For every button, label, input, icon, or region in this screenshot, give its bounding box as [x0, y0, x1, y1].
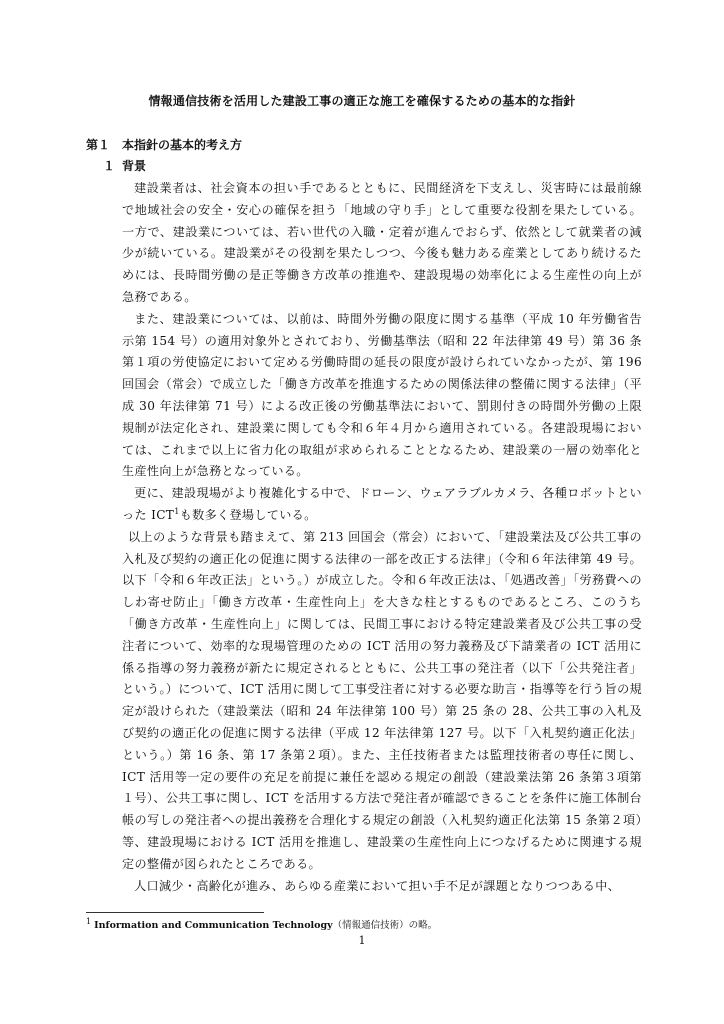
paragraph-1: 建設業者は、社会資本の担い手であるとともに、民間経済を下支えし、災害時には最前線で地域社会の安全・安心の確保を担う「地域の守り手」として重要な役割を果たしている。一方で、建設業については、若い世代の入職・定着が進んでおらず、依然として就業者の減少が続いている。建設業がその役割を果たしつつ、今後も魅力ある産業としてあり続けるためには、長時間労働の是正等働き方改革の推進や、建設現場の効率化による生産性の向上が急務である。	[122, 181, 642, 304]
page-number: 1	[358, 934, 366, 947]
paragraph-3	[122, 483, 642, 527]
paragraph-2: また、建設業については、以前は、時間外労働の限度に関する基準（平成 10 年労働省告示第 154 号）の適用対象外とされており、労働基準法（昭和 22 年法律第 49 号）第 36 条第１項の労使協定において定める労働時間の延長の限度が設けられていなかったが、第 196 回国会（常会）で成立した「働き方改革を推進するための関係法律の整備に関する法律」（平成 30 年法律第 71 号）による改正後の労働基準法において、罰則付きの時間外労働の上限規制が法定化され、建設業に関しても令和６年４月から適用されている。各建設現場においては、これまで以上に省力化の取組が求められることとなるため、建設業の一層の効率化と生産性向上が急務となっている。	[122, 311, 642, 479]
subsection-title: 背景	[122, 159, 147, 173]
paragraph-3-tail: も数多く登場している。	[179, 507, 317, 522]
paragraph-3-text: 更に、建設現場がより複雑化する中で、ドローン、ウェアラブルカメラ、各種ロボットといった ICT	[122, 486, 642, 522]
footnote-text: （情報通信技術）の略。	[332, 920, 438, 931]
footnote-divider	[86, 912, 264, 913]
section-title: 本指針の基本的考え方	[122, 138, 243, 152]
footnote-term: Information and Communication Technology	[94, 920, 333, 931]
footnote-number: 1	[86, 916, 92, 926]
footnote-marker: 1	[174, 506, 180, 516]
paragraph-5: 人口減少・高齢化が進み、あらゆる産業において担い手不足が課題となりつつある中、	[134, 878, 621, 893]
subsection-number: １	[103, 159, 116, 173]
footnote	[86, 916, 646, 933]
body-text	[122, 178, 642, 897]
document-title: 情報通信技術を活用した建設工事の適正な施工を確保するための基本的な指針	[148, 94, 576, 108]
section-number: 第１	[86, 138, 111, 152]
paragraph-4: 以上のような背景も踏まえて、第 213 回国会（常会）において、「建設業法及び公共工事の入札及び契約の適正化の促進に関する法律の一部を改正する法律」（令和６年法律第 49 号。以下「令和６年改正法」という。）が成立した。令和６年改正法は、「処遇改善」「労務費へのしわ寄せ防止」「働き方改革・生産性向上」を大きな柱とするものであるところ、このうち「働き方改革・生産性向上」に関しては、民間工事における特定建設業者及び公共工事の受注者について、効率的な現場管理のための ICT 活用の努力義務及び下請業者の ICT 活用に係る指導の努力義務が新たに規定されるとともに、公共工事の発注者（以下「公共発注者」という。）について、ICT 活用に関して工事受注者に対する必要な助言・指導等を行う旨の規定が設けられた（建設業法（昭和 24 年法律第 100 号）第 25 条の 28、公共工事の入札及び契約の適正化の促進に関する法律（平成 12 年法律第 127 号。以下「入札契約適正化法」という。）第 16 条、第 17 条第２項）。また、主任技術者または監理技術者の専任に関し、ICT 活用等一定の要件の充足を前提に兼任を認める規定の創設（建設業法第 26 条第３項第１号）、公共工事に関し、ICT を活用する方法で発注者が確認できることを条件に施工体制台帳の写しの発注者への提出義務を合理化する規定の創設（入札契約適正化法第 15 条第２項）等、建設現場における ICT 活用を推進し、建設業の生産性向上につなげるために関連する規定の整備が図られたところである。	[122, 529, 642, 871]
